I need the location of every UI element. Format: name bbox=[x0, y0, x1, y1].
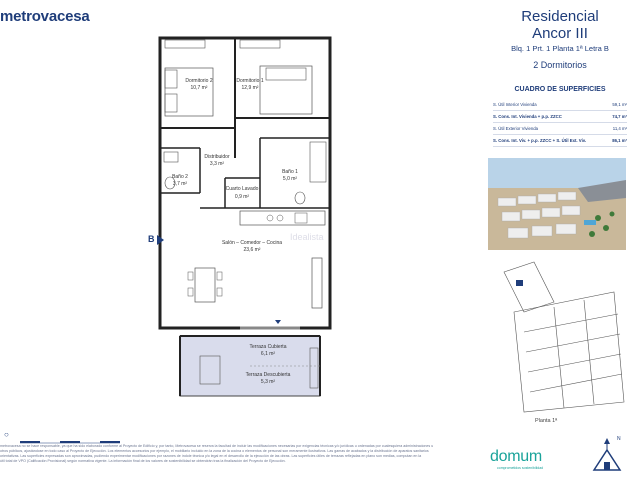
area-terraza-descubierta: 5,3 m² bbox=[260, 379, 276, 385]
unit-identifier: Blq. 1 Prt. 1 Planta 1ª Letra B bbox=[511, 44, 609, 53]
surface-row bbox=[493, 135, 627, 147]
surface-row bbox=[493, 111, 627, 123]
label-distribuidor: Distribuidor bbox=[204, 154, 230, 160]
area-cuarto-lavado: 0,9 m² bbox=[234, 194, 250, 200]
legal-disclaimer bbox=[0, 444, 490, 464]
building-key-plan bbox=[494, 252, 630, 416]
project-name-line1: Residencial bbox=[521, 8, 599, 25]
surface-label: S. Cons. Int. Vivienda + p.p. ZZCC bbox=[493, 114, 562, 119]
label-bano1: Baño 1 bbox=[282, 169, 298, 175]
domum-tagline: comprometidos sostenibilidad bbox=[497, 466, 544, 470]
area-distribuidor: 3,3 m² bbox=[209, 161, 225, 167]
surface-value: 74,7 m² bbox=[612, 114, 627, 119]
label-terraza-cubierta: Terraza Cubierta bbox=[249, 344, 287, 350]
disclaimer-line: útil total de VPO (Calificación Provisional) según normativa vigente. La información final de los valores de sostenibilidad se obtendrán tras la finalización del Proyecto de Ejecución. bbox=[0, 459, 286, 463]
area-bano2: 3,7 m² bbox=[172, 181, 188, 187]
project-name-line2: Ancor III bbox=[532, 25, 588, 42]
domum-logo: domum bbox=[490, 448, 542, 465]
watermark: Idealista bbox=[290, 232, 324, 242]
label-bano2: Baño 2 bbox=[172, 174, 188, 180]
surface-label: S. Cons. Int. Viv. + p.p. ZZCC + S. Útil Ext. Viv. bbox=[493, 138, 587, 143]
surface-label: S. Útil Exterior Vivienda bbox=[493, 126, 539, 131]
plan-marker-b: B bbox=[148, 234, 155, 244]
label-cuarto-lavado: Cuarto Lavado bbox=[225, 186, 259, 192]
label-salon: Salón – Comedor – Cocina bbox=[221, 240, 283, 246]
surface-row bbox=[493, 99, 627, 111]
disclaimer-line: otros públicos, ajustándose en todo caso al Proyecto de Ejecución. Los elementos accesorios por ejemplo, el mobiliario incluido en la zona de la cocina o elementos de personal son meramente ilustrativos. Las gamas de acabados y la distribución de aparatos sanitarios bbox=[0, 449, 429, 453]
north-arrow-icon: ○ bbox=[4, 430, 9, 439]
label-dormitorio2: Dormitorio 2 bbox=[185, 78, 213, 84]
brand-logo: metrovacesa bbox=[0, 8, 90, 25]
area-dormitorio2: 10,7 m² bbox=[190, 85, 208, 91]
bedroom-count: 2 Dormitorios bbox=[533, 60, 587, 70]
surface-value: 86,1 m² bbox=[612, 138, 627, 143]
surface-value: 59,1 m² bbox=[612, 102, 627, 107]
area-dormitorio1: 12,9 m² bbox=[241, 85, 259, 91]
area-bano1: 5,0 m² bbox=[282, 176, 298, 182]
compass-letter: N bbox=[617, 436, 621, 442]
surface-label: S. Útil Interior Vivienda bbox=[493, 102, 537, 107]
scale-bar bbox=[20, 432, 120, 440]
area-terraza-cubierta: 6,1 m² bbox=[260, 351, 276, 357]
surfaces-title: CUADRO DE SUPERFICIES bbox=[514, 86, 606, 93]
floor-plan bbox=[140, 18, 480, 418]
key-plan-label: Planta 1ª bbox=[535, 418, 558, 424]
aerial-render-image bbox=[488, 158, 626, 250]
label-terraza-descubierta: Terraza Descubierta bbox=[245, 372, 291, 378]
surfaces-table bbox=[493, 86, 627, 147]
disclaimer-line: metrovacesa no se hace responsable, ya que ha sido elaborado conforme al Proyecto de Edificio y, por tanto, Metrovacesa se reserva la facultad de incluir las modificaciones necesarias por exigencias técnicas y/o jurídicas u ordenadas por cualesquiera administraciones u bbox=[0, 444, 434, 448]
compass-icon bbox=[590, 436, 624, 474]
label-dormitorio1: Dormitorio 1 bbox=[236, 78, 264, 84]
surface-row bbox=[493, 123, 627, 135]
disclaimer-line: orientativas. Las superficies expresadas son aproximadas, pudiendo experimentar modificaciones por razones de índole técnica y/o legal en el desarrollo de la ejecución de las obras. Las superficies útiles de terrazas reflejadas en plano son medias, computan en la bbox=[0, 454, 422, 458]
area-salon: 23,6 m² bbox=[243, 247, 261, 253]
surface-value: 11,4 m² bbox=[612, 126, 627, 131]
